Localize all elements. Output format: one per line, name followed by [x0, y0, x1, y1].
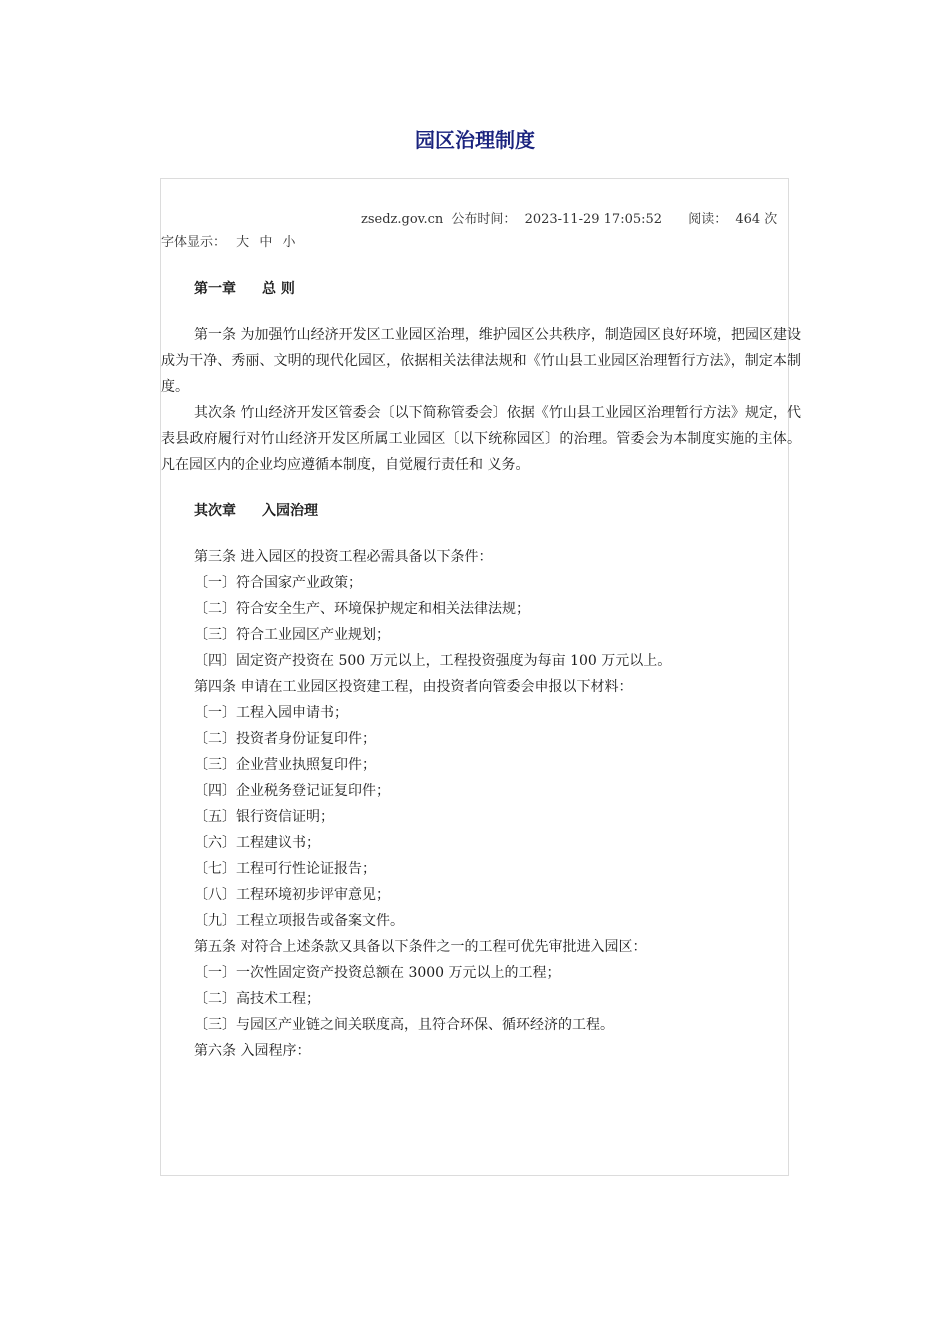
list-item: 〔五〕银行资信证明；: [194, 809, 334, 825]
font-size-medium-link[interactable]: 中: [259, 235, 273, 250]
list-item: 〔八〕工程环境初步评审意见；: [194, 887, 390, 903]
list-item: 〔三〕符合工业园区产业规划；: [194, 627, 390, 643]
list-item: 〔六〕工程建议书；: [194, 835, 320, 851]
chapter-name: 总 则: [262, 281, 295, 297]
chapter-number: 其次章: [194, 503, 236, 519]
chapter-number: 第一章: [194, 281, 236, 297]
list-item: 〔二〕符合安全生产、环境保护规定和相关法律法规；: [194, 601, 530, 617]
publish-label: 公布时间：: [451, 212, 517, 227]
list-item: 〔七〕工程可行性论证报告；: [194, 861, 376, 877]
list-item: 〔三〕企业营业执照复印件；: [194, 757, 376, 773]
font-size-label: 字体显示：: [161, 235, 227, 250]
article-6-head: 第六条 入园程序：: [194, 1043, 311, 1059]
article-body: [161, 276, 801, 1064]
read-count: 464 次: [735, 212, 778, 227]
list-item: 〔一〕一次性固定资产投资总额在 3000 万元以上的工程；: [194, 965, 561, 981]
list-item: 〔四〕固定资产投资在 500 万元以上，工程投资强度为每亩 100 万元以上。: [194, 653, 672, 669]
chapter-heading: [161, 498, 801, 524]
list-item: 〔三〕与园区产业链之间关联度高，且符合环保、循环经济的工程。: [194, 1017, 614, 1033]
font-size-large-link[interactable]: 大: [236, 235, 250, 250]
article-1: 第一条 为加强竹山经济开发区工业园区治理，维护园区公共秩序，制造园区良好环境，把园区建设成为干净、秀丽、文明的现代化园区，依据相关法律法规和《竹山县工业园区治理暂行方法》，制定本制度。: [161, 327, 801, 395]
list-item: 〔一〕工程入园申请书；: [194, 705, 348, 721]
article-meta: [361, 211, 781, 229]
list-item: 〔一〕符合国家产业政策；: [194, 575, 362, 591]
font-size-switcher: [161, 234, 295, 252]
list-item: 〔九〕工程立项报告或备案文件。: [194, 913, 404, 929]
article-2: 其次条 竹山经济开发区管委会〔以下简称管委会〕依据《竹山县工业园区治理暂行方法》规定，代表县政府履行对竹山经济开发区所属工业园区〔以下统称园区〕的治理。管委会为本制度实施的主体。凡在园区内的企业均应遵循本制度，自觉履行责任和 义务。: [161, 405, 801, 473]
page-title: 园区治理制度: [415, 128, 535, 152]
article-5-head: 第五条 对符合上述条款又具备以下条件之一的工程可优先审批进入园区：: [194, 939, 647, 955]
read-label: 阅读：: [688, 212, 728, 227]
publish-time: 2023-11-29 17:05:52: [524, 212, 663, 227]
list-item: 〔二〕高技术工程；: [194, 991, 320, 1007]
chapter-name: 入园治理: [262, 503, 318, 519]
article-4-head: 第四条 申请在工业园区投资建工程，由投资者向管委会申报以下材料：: [194, 679, 633, 695]
list-item: 〔二〕投资者身份证复印件；: [194, 731, 376, 747]
list-item: 〔四〕企业税务登记证复印件；: [194, 783, 390, 799]
chapter-heading: [161, 276, 801, 302]
article-3-head: 第三条 进入园区的投资工程必需具备以下条件：: [194, 549, 493, 565]
source-site: zsedz.gov.cn: [361, 212, 444, 227]
font-size-small-link[interactable]: 小: [282, 235, 296, 250]
